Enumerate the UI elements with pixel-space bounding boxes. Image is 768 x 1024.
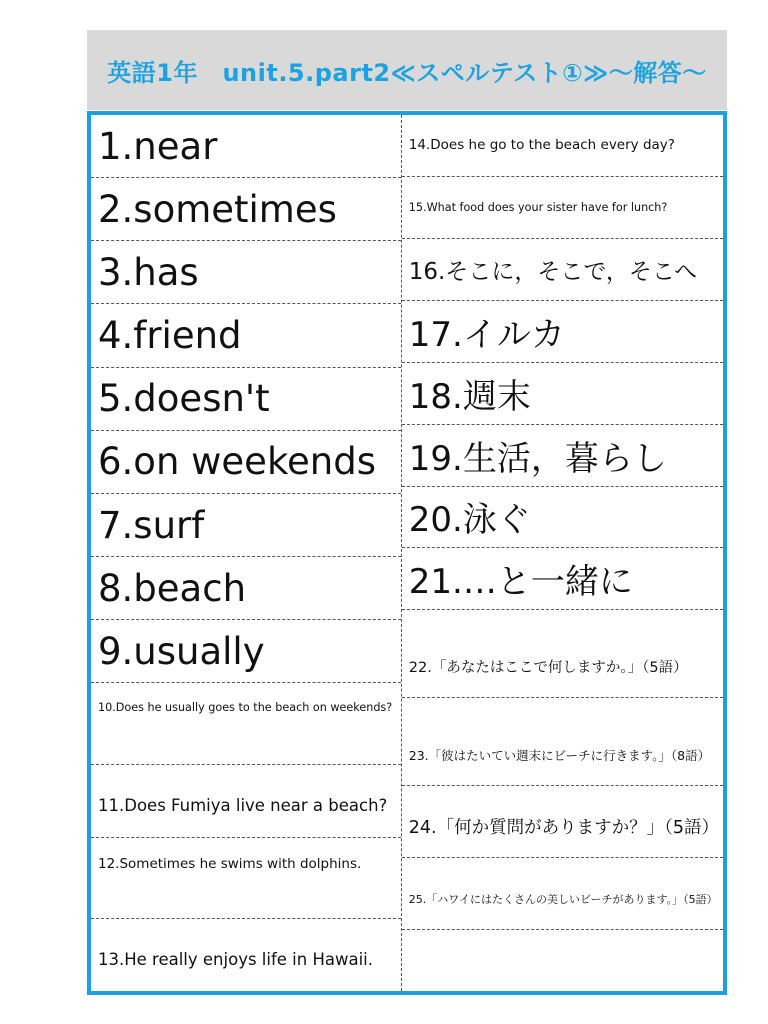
answer-sheet (87, 111, 727, 995)
answer-text: 13.He really enjoys life in Hawaii. (98, 950, 373, 970)
answer-text: 23.「彼はたいてい週末にビーチに行きます。」（8語） (408, 747, 711, 763)
answer-cell-16 (402, 239, 723, 301)
answer-text: 20.泳ぐ (408, 500, 531, 541)
answer-cell-21 (402, 548, 723, 610)
left-column (91, 115, 402, 991)
answer-cell-25 (402, 858, 723, 930)
answer-text: 18.週末 (408, 376, 531, 417)
answer-cell-6 (91, 431, 401, 494)
answer-text: 19.生活，暮らし (408, 438, 667, 479)
right-column (402, 115, 723, 991)
answer-text: 11.Does Fumiya live near a beach? (98, 796, 388, 816)
title-bar (87, 30, 727, 110)
answer-text: 14.Does he go to the beach every day? (408, 137, 675, 154)
page-title: 英語1年 unit.5.part2≪スペルテスト①≫～解答～ (107, 58, 707, 87)
answer-cell-20 (402, 487, 723, 549)
answer-cell-18 (402, 363, 723, 425)
answer-cell-9 (91, 620, 401, 683)
answer-text: 21.…と一緒に (408, 562, 633, 603)
answer-cell-15 (402, 177, 723, 239)
answer-cell-4 (91, 304, 401, 367)
answer-cell-23 (402, 698, 723, 786)
answer-text: 10.Does he usually goes to the beach on weekends? (98, 701, 393, 715)
answer-cell-3 (91, 241, 401, 304)
answer-text: 4.friend (98, 314, 242, 358)
answer-cell-10 (91, 683, 401, 764)
answer-cell-17 (402, 301, 723, 363)
answer-cell-13 (91, 919, 401, 991)
answer-cell-5 (91, 368, 401, 431)
answer-cell-11 (91, 765, 401, 838)
answer-text: 5.doesn't (98, 377, 270, 421)
answer-cell-empty (402, 930, 723, 991)
answer-cell-2 (91, 178, 401, 241)
answer-cell-7 (91, 494, 401, 557)
answer-cell-1 (91, 115, 401, 178)
answer-text: 7.surf (98, 503, 205, 547)
answer-text: 25.「ハワイにはたくさんの美しいビーチがあります。」（5語） (408, 892, 718, 906)
answer-cell-19 (402, 425, 723, 487)
answer-text: 16.そこに，そこで，そこへ (408, 258, 697, 285)
answer-cell-8 (91, 557, 401, 620)
answer-text: 12.Sometimes he swims with dolphins. (98, 855, 362, 872)
answer-text: 8.beach (98, 566, 247, 610)
answer-text: 22.「あなたはここで何しますか。」（5語） (408, 660, 688, 677)
answer-cell-24 (402, 786, 723, 858)
answer-text: 3.has (98, 250, 199, 294)
answer-cell-22 (402, 610, 723, 698)
answer-text: 17.イルカ (408, 314, 565, 355)
answer-text: 2.sometimes (98, 187, 337, 231)
answer-text: 6.on weekends (98, 440, 377, 484)
answer-text: 24.「何か質問がありますか？」（5語） (408, 818, 719, 839)
answer-text: 15.What food does your sister have for lunch? (408, 200, 668, 214)
answer-text: 9.usually (98, 629, 265, 673)
answer-cell-12 (91, 838, 401, 919)
answer-cell-14 (402, 115, 723, 177)
answer-text: 1.near (98, 124, 218, 168)
